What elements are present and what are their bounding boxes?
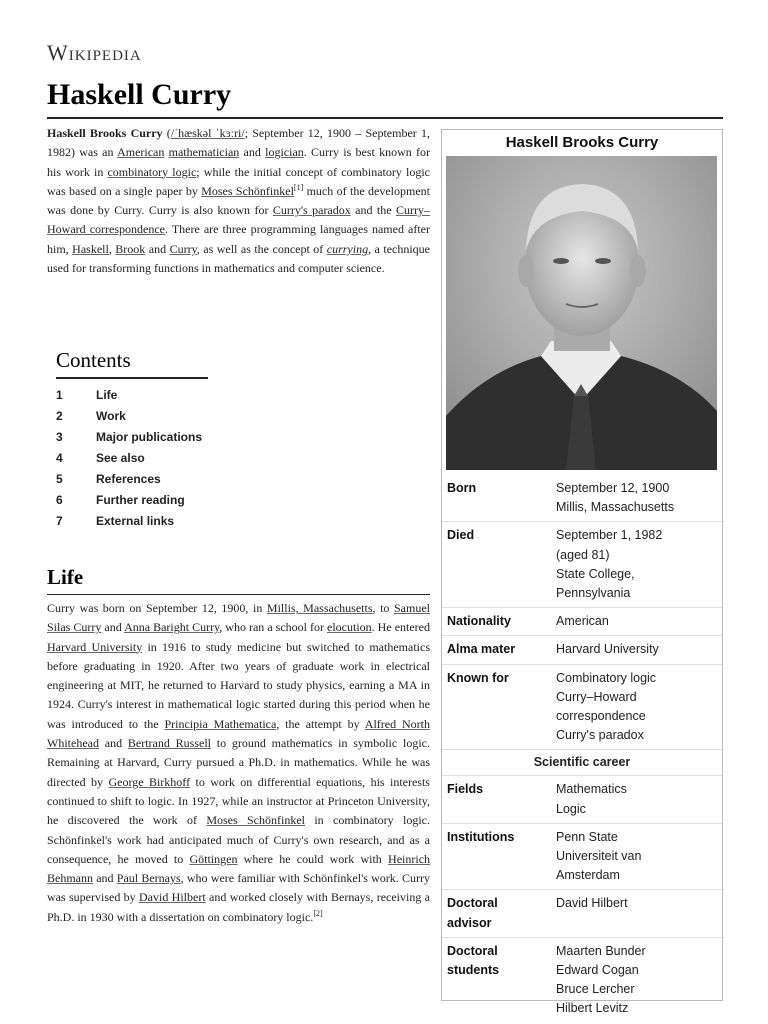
life-paragraph: Curry was born on September 12, 1900, in Millis, Massachusetts, to Samuel Silas Curry and Anna Baright Curry, who ran a school for elocution. He entered Harvard University in 1916 to study medicine but switched to mathematics before graduating in 1920. After two years of graduate work in electrical engineering at MIT, he returned to Harvard to study physics, earning a MA in 1924. Curry's interest in mathematical logic started during this period when he was introduced to the Principia Mathematica, the attempt by Alfred North Whitehead and Bertrand Russell to ground mathematics in symbolic logic. Remaining at Harvard, Curry pursued a Ph.D. in mathematics. While he was directed by George Birkhoff to work on differential equations, his interests continued to shift to logic. In 1927, while an instructor at Princeton University, he discovered the work of Moses Schönfinkel in combinatory logic. Schönfinkel's work had anticipated much of Curry's own research, and as a consequence, he moved to Göttingen where he could work with Heinrich Behmann and Paul Bernays, who were familiar with Schönfinkel's work. Curry was supervised by David Hilbert and worked closely with Bernays, receiving a Ph.D. in 1930 with a dissertation on combinatory logic.[2] xyxy=(47,601,431,924)
infobox-title: Haskell Brooks Curry xyxy=(505,134,659,151)
portrait-photo[interactable] xyxy=(446,156,717,470)
link-birkhoff[interactable]: George Birkhoff xyxy=(108,774,191,789)
wikipedia-logo[interactable]: Wikipedia xyxy=(47,40,142,65)
toc-item-major-publications[interactable]: 3 Major publications xyxy=(56,430,203,444)
link-moses-schonfinkel[interactable]: Moses Schönfinkel xyxy=(201,183,294,198)
toc-item-external-links[interactable]: 7 External links xyxy=(56,514,175,528)
life-divider xyxy=(47,594,430,595)
infobox-section-scientific-career: Scientific career xyxy=(442,749,722,775)
link-whitehead[interactable]: Alfred North Whitehead xyxy=(47,716,430,751)
ipa-link[interactable]: /ˈhæskəl ˈkɜːri/ xyxy=(170,126,245,140)
link-millis[interactable]: Millis, Massachusetts xyxy=(266,601,373,615)
contents-heading: Contents xyxy=(56,348,208,379)
infobox-row-died: Died September 1, 1982 (aged 81) State College, Pennsylvania xyxy=(442,521,722,607)
link-elocution[interactable]: elocution xyxy=(327,620,372,635)
toc-item-work[interactable]: 2 Work xyxy=(56,409,126,423)
page-title: Haskell Curry xyxy=(47,78,232,111)
link-curry-howard[interactable]: Curry–Howard correspondence xyxy=(47,203,430,237)
title-divider xyxy=(47,117,723,119)
infobox-row-fields: Fields Mathematics Logic xyxy=(442,775,722,822)
link-haskell[interactable]: Haskell xyxy=(72,241,109,256)
link-bernays[interactable]: Paul Bernays xyxy=(116,871,181,886)
toc-item-life[interactable]: 1 Life xyxy=(56,388,118,402)
link-currys-paradox[interactable]: Curry's paradox xyxy=(272,203,351,218)
infobox-row-known-for: Known for Combinatory logic Curry–Howard correspondence Curry's paradox xyxy=(442,664,722,750)
link-curry-language[interactable]: Curry xyxy=(169,241,197,256)
infobox-row-institutions: Institutions Penn State Universiteit van Amsterdam xyxy=(442,823,722,890)
infobox xyxy=(441,129,723,1016)
citation-1[interactable]: [1] xyxy=(293,182,304,192)
link-american[interactable]: American xyxy=(117,145,165,160)
infobox-row-nationality: Nationality American xyxy=(442,607,722,635)
link-russell[interactable]: Bertrand Russell xyxy=(127,736,211,751)
infobox-row-doctoral-students: Doctoral students Maarten Bunder Edward Cogan Bruce Lercher Hilbert Levitz xyxy=(442,937,722,1023)
infobox-row-born: Born September 12, 1900 Millis, Massachusetts xyxy=(447,481,675,515)
infobox-row-doctoral-advisor: Doctoral advisor David Hilbert xyxy=(442,889,722,936)
link-samuel-curry[interactable]: Samuel Silas Curry xyxy=(47,601,430,635)
infobox-row-alma-mater: Alma mater Harvard University xyxy=(442,635,722,663)
link-gottingen[interactable]: Göttingen xyxy=(189,851,238,866)
link-mathematician[interactable]: mathematician xyxy=(168,145,240,160)
link-harvard[interactable]: Harvard University xyxy=(47,639,143,654)
link-logician[interactable]: logician xyxy=(265,145,304,160)
lead-name: Haskell Brooks Curry xyxy=(47,126,163,140)
citation-2[interactable]: [2] xyxy=(313,908,323,918)
link-combinatory-logic[interactable]: combinatory logic xyxy=(107,164,197,179)
link-anna-curry[interactable]: Anna Baright Curry xyxy=(124,620,220,635)
toc-item-see-also[interactable]: 4 See also xyxy=(56,451,145,465)
section-heading-life: Life xyxy=(47,565,84,589)
link-moses-schonfinkel-2[interactable]: Moses Schönfinkel xyxy=(206,813,305,828)
lead-paragraph: Haskell Brooks Curry (/ˈhæskəl ˈkɜːri/; September 12, 1900 – September 1, 1982) was an American mathematician and logician. Curry is best known for his work in combinatory logic; while the initial concept of combinatory logic was based on a single paper by Moses Schönfinkel[1] much of the development was done by Curry. Curry is also known for Curry's paradox and the Curry–Howard correspondence. There are three programming languages named after him, Haskell, Brook and Curry, as well as the concept of currying, a technique used for transforming functions in mathematics and computer science. xyxy=(47,126,431,276)
toc-item-further-reading[interactable]: 6 Further reading xyxy=(56,493,185,507)
table-of-contents xyxy=(56,348,216,532)
link-brook[interactable]: Brook xyxy=(115,241,146,256)
link-currying[interactable]: currying xyxy=(326,241,369,256)
link-principia[interactable]: Principia Mathematica xyxy=(164,716,277,731)
toc-item-references[interactable]: 5 References xyxy=(56,472,161,486)
link-behmann[interactable]: Heinrich Behmann xyxy=(47,851,431,886)
link-hilbert[interactable]: David Hilbert xyxy=(139,890,206,905)
